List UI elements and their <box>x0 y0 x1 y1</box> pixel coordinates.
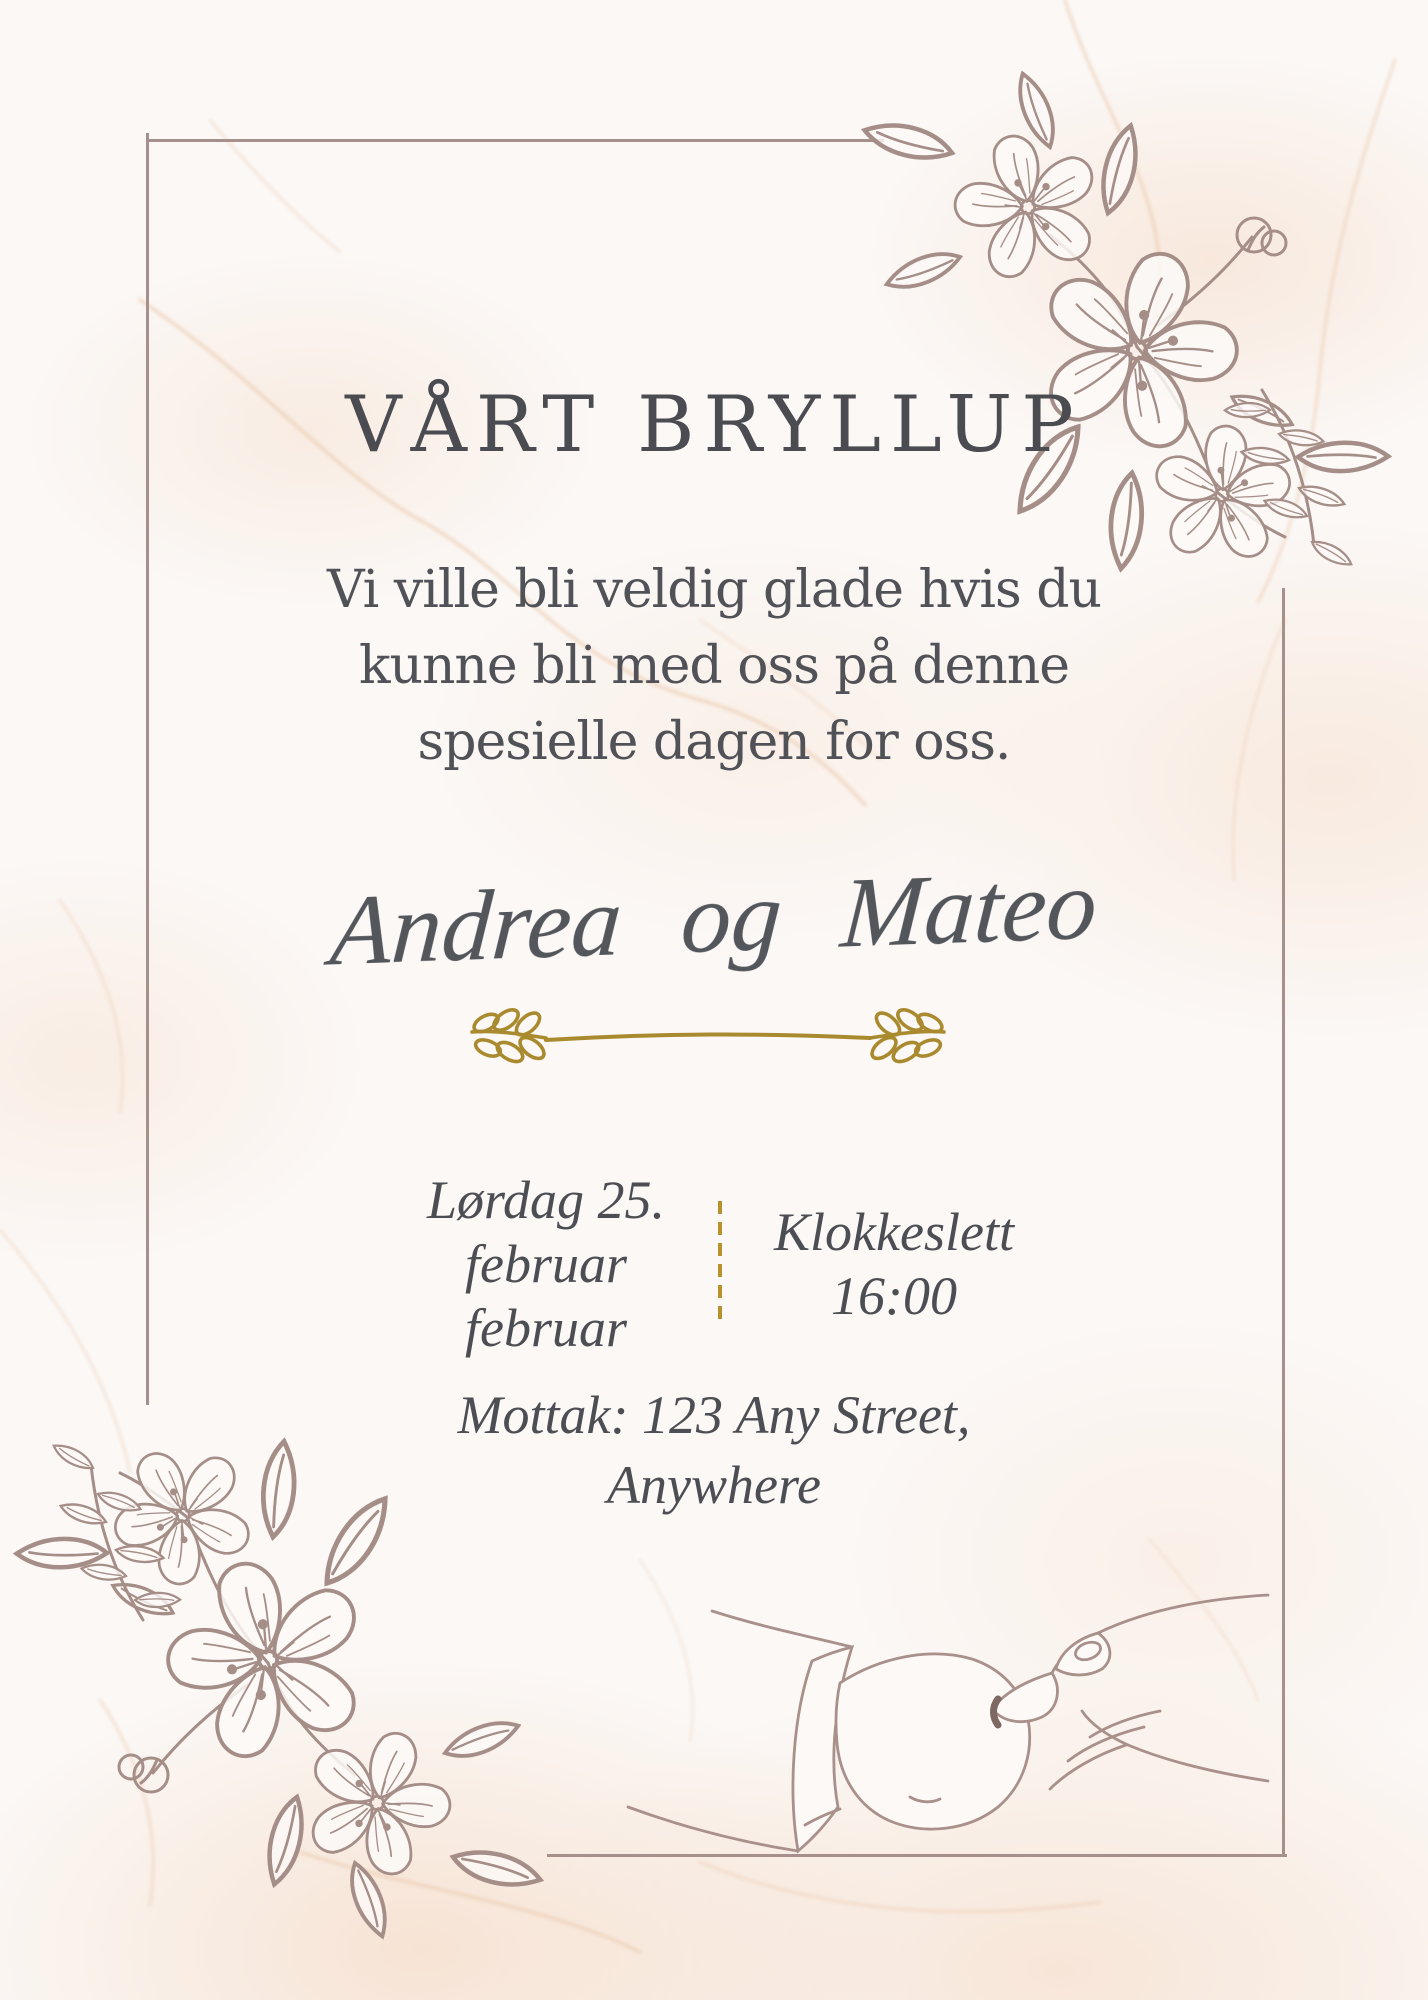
intro-line-2: kunne bli med oss på denne <box>358 636 1070 696</box>
date-line-2: februar <box>465 1234 627 1294</box>
gold-dashed-divider <box>718 1201 722 1327</box>
date-line-1: Lørdag 25. <box>426 1170 666 1230</box>
laurel-divider-icon <box>462 998 954 1078</box>
floral-ornament-top-right-icon <box>900 95 1345 570</box>
date-time-block <box>380 1168 1060 1360</box>
frame-top-line <box>147 139 884 142</box>
address-line-2: Anywhere <box>607 1455 821 1515</box>
intro-line-1: Vi ville bli veldig glade hvis du <box>327 560 1101 620</box>
page-title: VÅRT BRYLLUP <box>345 380 1083 470</box>
intro-paragraph <box>0 552 1428 780</box>
date-line-3: februar <box>465 1298 627 1358</box>
address-line-1: Mottak: 123 Any Street, <box>457 1385 971 1445</box>
address-block <box>0 1380 1428 1520</box>
date-column <box>380 1168 712 1360</box>
intro-line-3: spesielle dagen for oss. <box>417 712 1011 772</box>
clasped-hands-illustration <box>600 1575 1270 1875</box>
time-column <box>728 1200 1060 1328</box>
time-value: 16:00 <box>831 1266 957 1326</box>
couple-names: Andrea og Mateo <box>327 848 1101 987</box>
time-label: Klokkeslett <box>774 1202 1014 1262</box>
